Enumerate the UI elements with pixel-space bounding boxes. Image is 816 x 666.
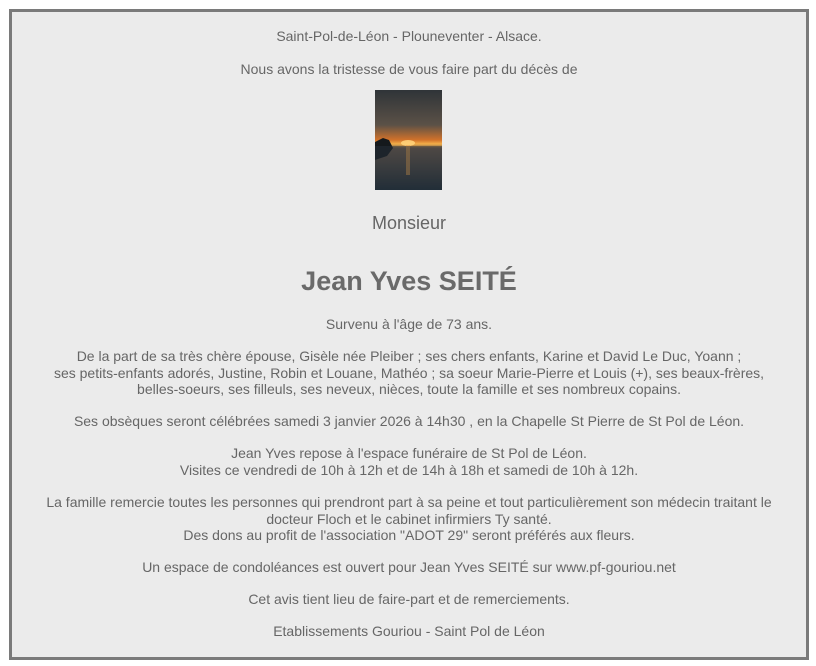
civility: Monsieur <box>371 213 447 233</box>
intro-line: Nous avons la tristesse de vous faire part du décès de <box>240 61 578 77</box>
thanks-paragraph <box>12 494 806 544</box>
rest-line: Jean Yves repose à l'espace funéraire de St Pol de Léon. <box>231 445 587 461</box>
condolences-line: Un espace de condoléances est ouvert pour Jean Yves SEITÉ sur www.pf-gouriou.net <box>142 559 676 575</box>
family-line: De la part de sa très chère épouse, Gisèle née Pleiber ; ses chers enfants, Karine et David Le Duc, Yoann ; <box>76 348 742 364</box>
age-line: Survenu à l'âge de 73 ans. <box>325 316 493 332</box>
deceased-name: Jean Yves SEITÉ <box>301 266 517 296</box>
sunset-photo-icon <box>375 90 442 190</box>
rest-line: Visites ce vendredi de 10h à 12h et de 14h à 18h et samedi de 10h à 12h. <box>179 461 639 478</box>
thanks-line: La famille remercie toutes les personnes qui prendront part à sa peine et tout particulièrement son médecin traitant le <box>46 494 772 510</box>
family-line: belles-soeurs, ses filleuls, ses neveux, nièces, toute la famille et ses nombreux copains. <box>137 381 681 397</box>
family-line: ses petits-enfants adorés, Justine, Robin et Louane, Mathéo ; sa soeur Marie-Pierre et Louis (+), ses beaux-frères, <box>53 364 765 381</box>
thanks-line: docteur Floch et le cabinet infirmiers Ty santé. <box>266 510 552 527</box>
locations-line: Saint-Pol-de-Léon - Plouneventer - Alsace. <box>276 28 542 44</box>
rest-paragraph <box>12 445 806 478</box>
notice-line: Cet avis tient lieu de faire-part et de remerciements. <box>248 591 570 607</box>
company-line: Etablissements Gouriou - Saint Pol de Léon <box>273 623 545 639</box>
obituary-notice <box>9 9 809 660</box>
funeral-line: Ses obsèques seront célébrées samedi 3 janvier 2026 à 14h30 , en la Chapelle St Pierre de St Pol de Léon. <box>73 413 745 429</box>
family-paragraph <box>12 348 806 398</box>
thanks-line: Des dons au profit de l'association "ADOT 29" seront préférés aux fleurs. <box>183 527 635 543</box>
